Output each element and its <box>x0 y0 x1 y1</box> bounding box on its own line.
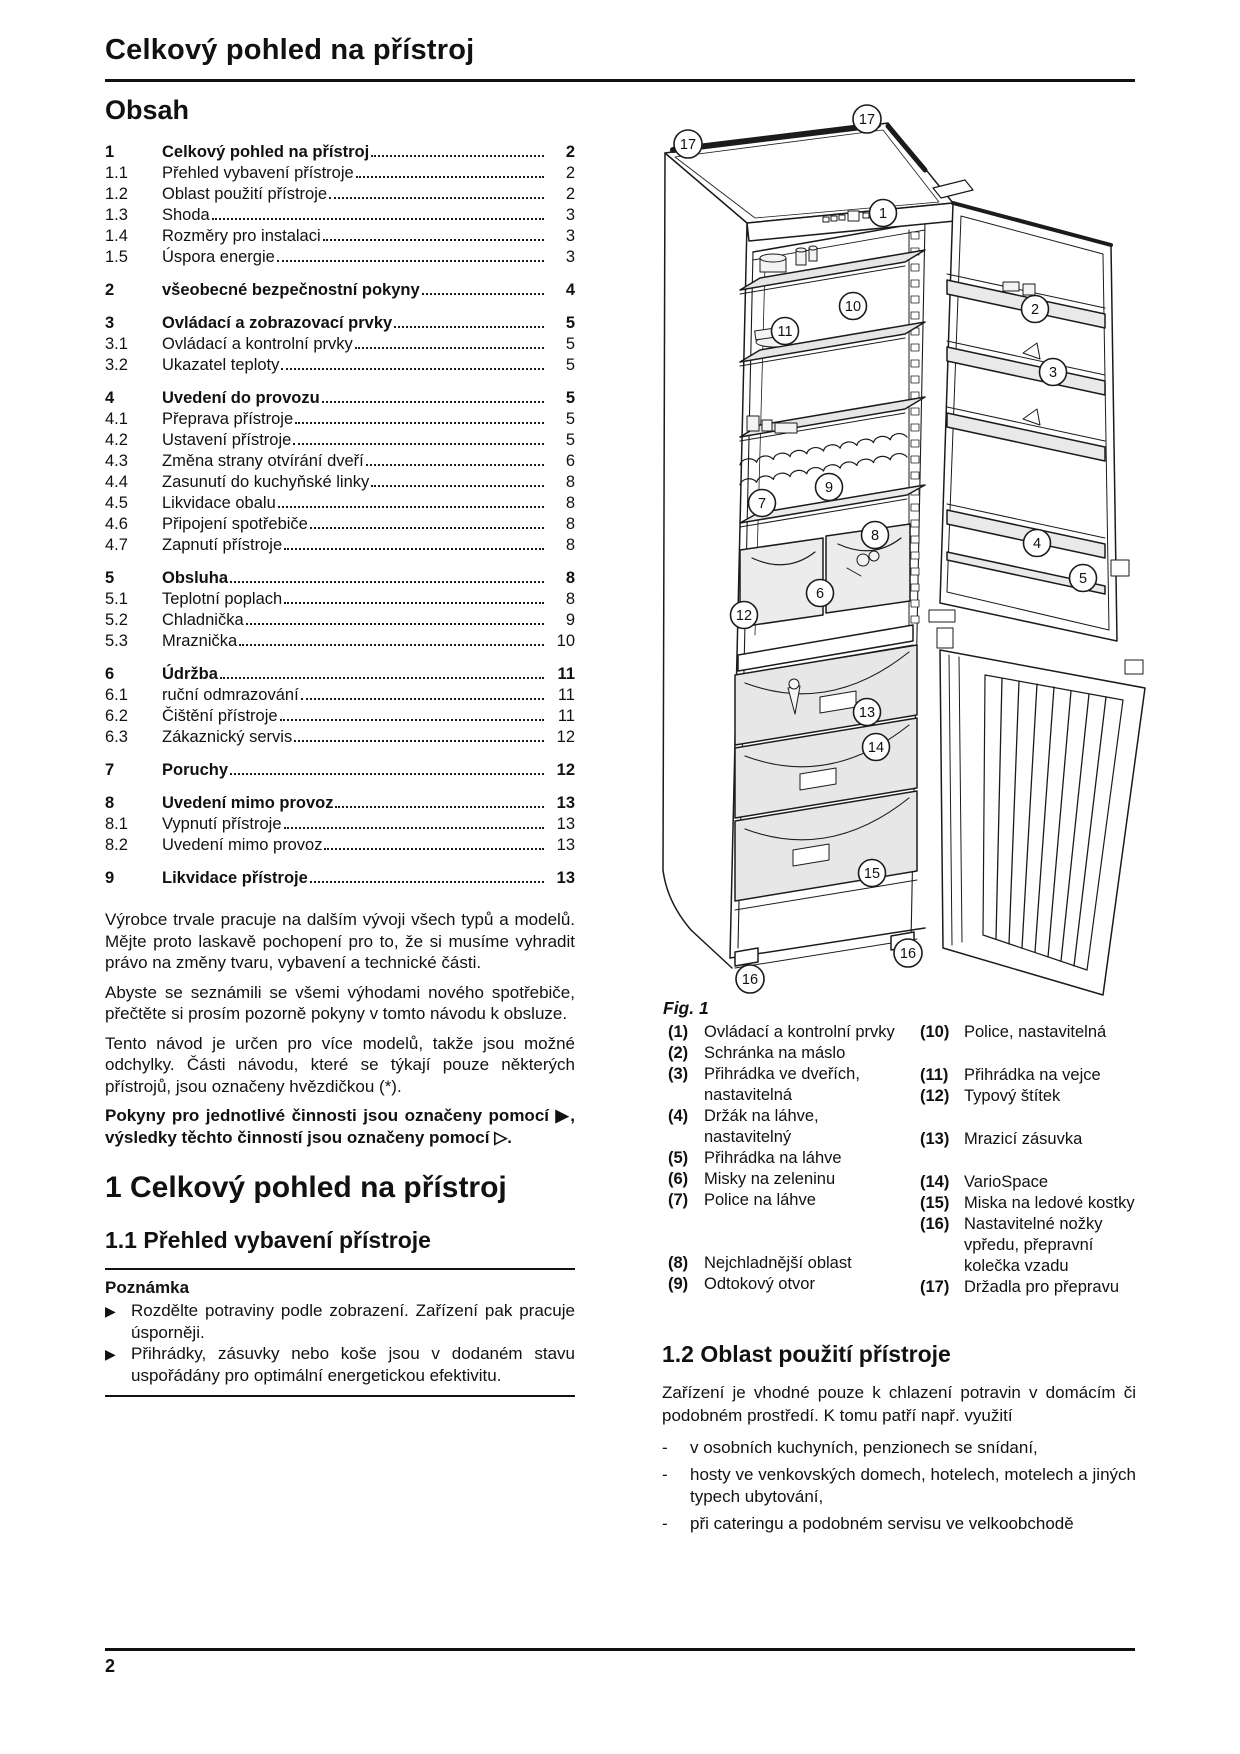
callout-8 <box>862 522 889 549</box>
toc-row <box>105 760 575 781</box>
toc-row <box>105 334 575 355</box>
toc-row <box>105 835 575 856</box>
legend-item-label: Schránka na máslo <box>704 1044 846 1062</box>
usage-list <box>662 1437 1136 1535</box>
legend-item-label: Přihrádka na vejce <box>964 1066 1101 1084</box>
toc-entry-label: všeobecné bezpečnostní pokyny <box>162 281 420 299</box>
toc-entry-label: Čištění přístroje <box>162 707 278 725</box>
toc-entry-label: Teplotní poplach <box>162 590 283 608</box>
toc-entry-number: 4.7 <box>105 536 128 554</box>
callout-7 <box>749 490 776 517</box>
legend-item-label: Typový štítek <box>964 1087 1061 1105</box>
toc-entry-page: 12 <box>556 761 575 779</box>
toc-entry-page: 13 <box>556 836 575 854</box>
toc-entry-label: Uvedení mimo provoz <box>162 836 323 854</box>
legend-item-number: (4) <box>668 1107 689 1125</box>
legend-item <box>920 1065 1140 1086</box>
note-heading: Poznámka <box>105 1278 190 1297</box>
toc-entry-number: 3 <box>105 314 115 332</box>
toc-row <box>105 472 575 493</box>
toc-entry-page: 10 <box>556 632 575 650</box>
section-1-1-title: 1.1 Přehled vybavení přístroje <box>105 1227 431 1253</box>
toc-entry-page: 8 <box>565 536 575 554</box>
legend-item <box>920 1214 1140 1277</box>
legend-item <box>668 1253 902 1274</box>
freezer-drawers <box>735 645 917 901</box>
legend-item <box>920 1193 1140 1214</box>
svg-text:5: 5 <box>1078 571 1088 588</box>
legend-item-number: (6) <box>668 1170 689 1188</box>
toc-dot-leader <box>329 197 544 199</box>
toc-dot-leader <box>293 443 544 445</box>
toc-row <box>105 313 575 334</box>
legend-item-number: (5) <box>668 1149 689 1167</box>
toc-dot-leader <box>335 806 544 808</box>
legend-item-number: (9) <box>668 1275 689 1293</box>
legend-item-number: (3) <box>668 1065 689 1083</box>
legend-item-label: Přihrádka ve dveřích, nastavitelná <box>704 1065 860 1104</box>
fridge-door <box>940 203 1129 641</box>
toc-dot-leader <box>322 401 544 403</box>
toc-row <box>105 355 575 376</box>
toc-row <box>105 664 575 685</box>
toc-entry-number: 4.2 <box>105 431 128 449</box>
toc-entry-page: 13 <box>556 815 575 833</box>
toc-row <box>105 388 575 409</box>
svg-text:16: 16 <box>741 972 759 989</box>
toc-dot-leader <box>220 677 544 679</box>
paragraph: Výrobce trvale pracuje na dalším vývoji všech typů a modelů. Mějte proto laskavě pochopení pro to, že si musíme vyhradit právo na změny tvaru, vybavení a technické části. <box>105 910 575 972</box>
toc-entry-number: 9 <box>105 869 115 887</box>
toc-dot-leader <box>212 218 544 220</box>
legend-item <box>668 1169 902 1190</box>
toc-entry-label: Likvidace obalu <box>162 494 276 512</box>
toc-entry-number: 6.1 <box>105 686 128 704</box>
toc-entry-label: Údržba <box>162 665 218 683</box>
legend-item-label: Police, nastavitelná <box>964 1023 1107 1041</box>
toc-entry-label: Shoda <box>162 206 210 224</box>
toc-entry-page: 11 <box>557 665 575 683</box>
toc-entry-number: 3.2 <box>105 356 128 374</box>
toc-entry-number: 3.1 <box>105 335 128 353</box>
toc-entry-page: 2 <box>565 185 575 203</box>
legend-item <box>668 1106 902 1148</box>
toc-entry-label: Přehled vybavení přístroje <box>162 164 354 182</box>
toc-dot-leader <box>239 644 544 646</box>
toc-entry-page: 8 <box>565 494 575 512</box>
toc-dot-leader <box>230 773 544 775</box>
toc-entry-number: 5.2 <box>105 611 128 629</box>
legend-item-number: (7) <box>668 1191 689 1209</box>
toc-row <box>105 280 575 301</box>
section-1-2-paragraph: Zařízení je vhodné pouze k chlazení potravin v domácím či podobném prostředí. K tomu patří např. využití <box>662 1383 1136 1425</box>
toc-entry-label: Zasunutí do kuchyňské linky <box>162 473 370 491</box>
list-item-text: při cateringu a podobném servisu ve velkoobchodě <box>690 1513 1074 1533</box>
toc-dot-leader <box>295 422 544 424</box>
toc-entry-label: Úspora energie <box>162 248 275 266</box>
toc-row <box>105 142 575 163</box>
toc-entry-label: Změna strany otvírání dveří <box>162 452 364 470</box>
toc-dot-leader <box>371 485 544 487</box>
svg-text:11: 11 <box>777 324 793 341</box>
toc-dot-leader <box>246 623 544 625</box>
toc-entry-page: 5 <box>565 335 575 353</box>
toc-row <box>105 535 575 556</box>
svg-text:13: 13 <box>858 705 876 722</box>
toc-row <box>105 451 575 472</box>
legend-item <box>920 1086 1140 1107</box>
svg-text:2: 2 <box>1030 302 1040 319</box>
toc-entry-number: 4.1 <box>105 410 128 428</box>
toc-entry-page: 8 <box>565 569 575 587</box>
svg-text:17: 17 <box>679 137 697 154</box>
toc-entry-number: 6.3 <box>105 728 128 746</box>
intro-paragraphs <box>105 909 575 1097</box>
toc-entry-page: 3 <box>565 227 575 245</box>
callout-2 <box>1022 296 1049 323</box>
svg-text:12: 12 <box>735 608 753 625</box>
toc-entry-page: 8 <box>565 515 575 533</box>
toc-entry-label: Obsluha <box>162 569 229 587</box>
toc-entry-page: 12 <box>556 728 575 746</box>
legend-item <box>920 1022 1140 1043</box>
toc-entry-page: 2 <box>565 164 575 182</box>
legend-item-label: Mrazicí zásuvka <box>964 1130 1083 1148</box>
figure-legend-right <box>920 1022 1140 1298</box>
toc-entry-number: 4.3 <box>105 452 128 470</box>
toc-row <box>105 814 575 835</box>
figure-caption: Fig. 1 <box>663 998 709 1018</box>
toc-entry-number: 5.3 <box>105 632 128 650</box>
legend-item-number: (8) <box>668 1254 689 1272</box>
legend-item-number: (10) <box>920 1023 950 1041</box>
toc-entry-label: Rozměry pro instalaci <box>162 227 321 245</box>
toc-row <box>105 247 575 268</box>
svg-text:15: 15 <box>863 866 881 883</box>
toc-entry-label: Uvedení do provozu <box>162 389 320 407</box>
toc-entry-label: Přeprava přístroje <box>162 410 294 428</box>
note-item <box>105 1343 575 1386</box>
toc-row <box>105 631 575 652</box>
toc-dot-leader <box>324 848 544 850</box>
toc-dot-leader <box>281 368 544 370</box>
svg-text:9: 9 <box>824 480 834 497</box>
toc-dot-leader <box>356 176 544 178</box>
toc-entry-page: 13 <box>556 794 575 812</box>
toc-entry-number: 2 <box>105 281 115 299</box>
toc-row <box>105 727 575 748</box>
table-of-contents <box>105 142 575 889</box>
toc-dot-leader <box>422 293 544 295</box>
callout-6 <box>807 580 834 607</box>
toc-dot-leader <box>394 326 544 328</box>
legend-item-label: Držadla pro přepravu <box>964 1278 1119 1296</box>
section-1-title: 1 Celkový pohled na přístroj <box>105 1171 507 1204</box>
callout-17-left <box>674 130 702 158</box>
callout-16-right <box>894 939 922 967</box>
toc-row <box>105 163 575 184</box>
toc-dot-leader <box>284 548 544 550</box>
toc-entry-number: 5 <box>105 569 115 587</box>
list-item <box>662 1464 1136 1509</box>
toc-entry-number: 6.2 <box>105 707 128 725</box>
page-number: 2 <box>105 1656 116 1676</box>
legend-item-label: Přihrádka na láhve <box>704 1149 842 1167</box>
toc-entry-number: 6 <box>105 665 115 683</box>
toc-entry-label: Připojení spotřebiče <box>162 515 308 533</box>
toc-row <box>105 226 575 247</box>
toc-entry-number: 8.2 <box>105 836 128 854</box>
legend-item <box>920 1277 1140 1298</box>
legend-item-number: (11) <box>920 1066 949 1084</box>
toc-dot-leader <box>301 698 544 700</box>
toc-dot-leader <box>366 464 544 466</box>
toc-row <box>105 685 575 706</box>
legend-item-number: (15) <box>920 1194 950 1212</box>
toc-row <box>105 868 575 889</box>
action-triangle-icon: ▶ <box>105 1303 116 1319</box>
toc-row <box>105 493 575 514</box>
legend-item-number: (16) <box>920 1215 950 1233</box>
fridge-diagram <box>595 90 1155 1005</box>
toc-entry-number: 7 <box>105 761 115 779</box>
svg-text:16: 16 <box>899 946 917 963</box>
callout-11 <box>772 318 799 345</box>
note-box <box>105 1268 575 1397</box>
toc-entry-number: 1.3 <box>105 206 128 224</box>
toc-entry-page: 11 <box>557 707 575 725</box>
toc-entry-page: 5 <box>565 356 575 374</box>
callout-17-top <box>853 105 881 133</box>
toc-entry-label: Oblast použití přístroje <box>162 185 328 203</box>
toc-entry-number: 4.5 <box>105 494 128 512</box>
legend-item <box>668 1274 902 1295</box>
legend-item-label: Odtokový otvor <box>704 1275 815 1293</box>
legend-item <box>920 1129 1140 1150</box>
toc-entry-number: 1.5 <box>105 248 128 266</box>
figure-legend-left <box>668 1022 902 1295</box>
toc-entry-page: 5 <box>565 410 575 428</box>
note-item-text: Přihrádky, zásuvky nebo koše jsou v dodaném stavu uspořádány pro optimální energetickou efektivitu. <box>131 1344 575 1385</box>
toc-entry-page: 9 <box>565 611 575 629</box>
list-item-text: v osobních kuchyních, penzionech se snídaní, <box>690 1438 1038 1457</box>
svg-text:8: 8 <box>870 528 880 545</box>
paragraph: Tento návod je určen pro více modelů, takže jsou možné odchylky. Části návodu, které se týkají pouze některých přístrojů, jsou označeny hvězdičkou (*). <box>105 1033 575 1096</box>
toc-entry-page: 4 <box>565 281 575 299</box>
toc-row <box>105 589 575 610</box>
toc-dot-leader <box>371 155 544 157</box>
toc-entry-number: 5.1 <box>105 590 128 608</box>
svg-text:7: 7 <box>757 496 767 513</box>
legend-item <box>920 1172 1140 1193</box>
toc-dot-leader <box>284 602 544 604</box>
toc-entry-page: 3 <box>565 248 575 266</box>
toc-entry-label: Likvidace přístroje <box>162 869 308 887</box>
toc-entry-label: Zapnutí přístroje <box>162 536 283 554</box>
note-item <box>105 1300 575 1343</box>
toc-entry-label: Uvedení mimo provoz <box>162 794 334 812</box>
toc-entry-number: 8 <box>105 794 115 812</box>
toc-entry-number: 1 <box>105 143 115 161</box>
toc-entry-number: 1.2 <box>105 185 128 203</box>
legend-item-label: Ovládací a kontrolní prvky <box>704 1023 895 1041</box>
svg-text:17: 17 <box>858 112 876 129</box>
page-title: Celkový pohled na přístroj <box>105 34 475 66</box>
toc-row <box>105 430 575 451</box>
list-item <box>662 1437 1136 1460</box>
toc-dot-leader <box>284 827 544 829</box>
legend-item-number: (1) <box>668 1023 689 1041</box>
toc-entry-label: Ovládací a kontrolní prvky <box>162 335 353 353</box>
svg-text:6: 6 <box>815 586 825 603</box>
legend-item-label: VarioSpace <box>964 1173 1049 1191</box>
paragraph: Abyste se seznámili se všemi výhodami nového spotřebiče, přečtěte si prosím pozorně pokyny v tomto návodu k obsluze. <box>105 982 575 1023</box>
note-items <box>105 1300 575 1386</box>
toc-entry-label: Poruchy <box>162 761 229 779</box>
toc-entry-label: Celkový pohled na přístroj <box>162 143 370 161</box>
dash-bullet: - <box>662 1513 668 1533</box>
action-triangle-icon: ▶ <box>105 1346 116 1362</box>
callout-9 <box>816 474 843 501</box>
toc-dot-leader <box>280 719 544 721</box>
toc-row <box>105 568 575 589</box>
toc-entry-number: 1.4 <box>105 227 128 245</box>
toc-entry-label: Vypnutí přístroje <box>162 815 282 833</box>
toc-entry-page: 5 <box>565 431 575 449</box>
toc-entry-label: Ovládací a zobrazovací prvky <box>162 314 393 332</box>
legend-item-label: Držák na láhve, nastavitelný <box>704 1107 819 1146</box>
left-column <box>105 94 575 1397</box>
callout-1 <box>870 200 897 227</box>
toc-dot-leader <box>294 740 544 742</box>
toc-entry-page: 5 <box>565 389 575 407</box>
toc-entry-label: Chladnička <box>162 611 244 629</box>
toc-entry-number: 8.1 <box>105 815 128 833</box>
instruction-conventions: Pokyny pro jednotlivé činnosti jsou označeny pomocí ▶, výsledky těchto činností jsou označeny pomocí ▷. <box>105 1106 575 1147</box>
toc-entry-page: 11 <box>557 686 575 704</box>
svg-text:14: 14 <box>867 740 885 757</box>
toc-dot-leader <box>310 527 544 529</box>
toc-row <box>105 793 575 814</box>
legend-item-label: Misky na zeleninu <box>704 1170 836 1188</box>
legend-item-number: (2) <box>668 1044 689 1062</box>
svg-text:3: 3 <box>1048 365 1058 382</box>
note-item-text: Rozdělte potraviny podle zobrazení. Zařízení pak pracuje úsporněji. <box>131 1301 575 1342</box>
toc-entry-page: 3 <box>565 206 575 224</box>
callout-14 <box>863 734 890 761</box>
toc-dot-leader <box>278 506 544 508</box>
legend-item <box>668 1190 902 1211</box>
toc-dot-leader <box>355 347 544 349</box>
section-1-2-title: 1.2 Oblast použití přístroje <box>662 1341 951 1367</box>
toc-dot-leader <box>277 260 544 262</box>
dash-bullet: - <box>662 1464 668 1484</box>
legend-item-label: Miska na ledové kostky <box>964 1194 1135 1212</box>
toc-row <box>105 610 575 631</box>
toc-entry-page: 2 <box>565 143 575 161</box>
toc-entry-page: 6 <box>565 452 575 470</box>
footer-rule <box>105 1648 1135 1651</box>
callout-16-left <box>736 965 764 993</box>
callout-13 <box>854 699 881 726</box>
legend-item-number: (13) <box>920 1130 950 1148</box>
legend-item <box>668 1043 902 1064</box>
toc-row <box>105 184 575 205</box>
toc-entry-label: Mraznička <box>162 632 238 650</box>
toc-entry-page: 8 <box>565 590 575 608</box>
svg-text:1: 1 <box>878 206 888 223</box>
toc-entry-label: Zákaznický servis <box>162 728 293 746</box>
legend-item <box>668 1148 902 1169</box>
toc-row <box>105 706 575 727</box>
toc-entry-number: 4 <box>105 389 115 407</box>
legend-item-label: Nejchladnější oblast <box>704 1254 852 1272</box>
toc-entry-page: 13 <box>556 869 575 887</box>
toc-entry-number: 4.4 <box>105 473 128 491</box>
toc-entry-label: Ustavení přístroje <box>162 431 292 449</box>
callout-3 <box>1040 359 1067 386</box>
toc-entry-page: 8 <box>565 473 575 491</box>
list-item-text: hosty ve venkovských domech, hotelech, motelech a jiných typech ubytování, <box>690 1464 1136 1506</box>
callout-15 <box>859 860 886 887</box>
middle-hinge <box>929 610 955 648</box>
toc-row <box>105 205 575 226</box>
dash-bullet: - <box>662 1438 668 1457</box>
svg-text:10: 10 <box>844 299 862 316</box>
callout-12 <box>731 602 758 629</box>
toc-dot-leader <box>310 881 544 883</box>
toc-entry-number: 1.1 <box>105 164 128 182</box>
toc-entry-page: 5 <box>565 314 575 332</box>
list-item <box>662 1513 1136 1536</box>
toc-entry-number: 4.6 <box>105 515 128 533</box>
toc-entry-label: Ukazatel teploty <box>162 356 280 374</box>
legend-item <box>668 1064 902 1106</box>
callout-10 <box>840 293 867 320</box>
toc-entry-label: ruční odmrazování <box>162 686 299 704</box>
callout-5 <box>1070 565 1097 592</box>
section-1-2 <box>662 1340 1136 1539</box>
legend-item-number: (14) <box>920 1173 950 1191</box>
legend-item <box>668 1022 902 1043</box>
header-rule <box>105 79 1135 82</box>
toc-dot-leader <box>323 239 544 241</box>
toc-row <box>105 514 575 535</box>
legend-item-number: (17) <box>920 1278 950 1296</box>
toc-heading: Obsah <box>105 95 190 125</box>
freezer-door <box>940 650 1145 995</box>
legend-item-label: Police na láhve <box>704 1191 816 1209</box>
svg-text:4: 4 <box>1032 536 1042 553</box>
legend-item-label: Nastavitelné nožky vpředu, přepravní kolečka vzadu <box>964 1215 1103 1275</box>
toc-row <box>105 409 575 430</box>
toc-dot-leader <box>230 581 544 583</box>
callout-4 <box>1024 530 1051 557</box>
legend-item-number: (12) <box>920 1087 950 1105</box>
